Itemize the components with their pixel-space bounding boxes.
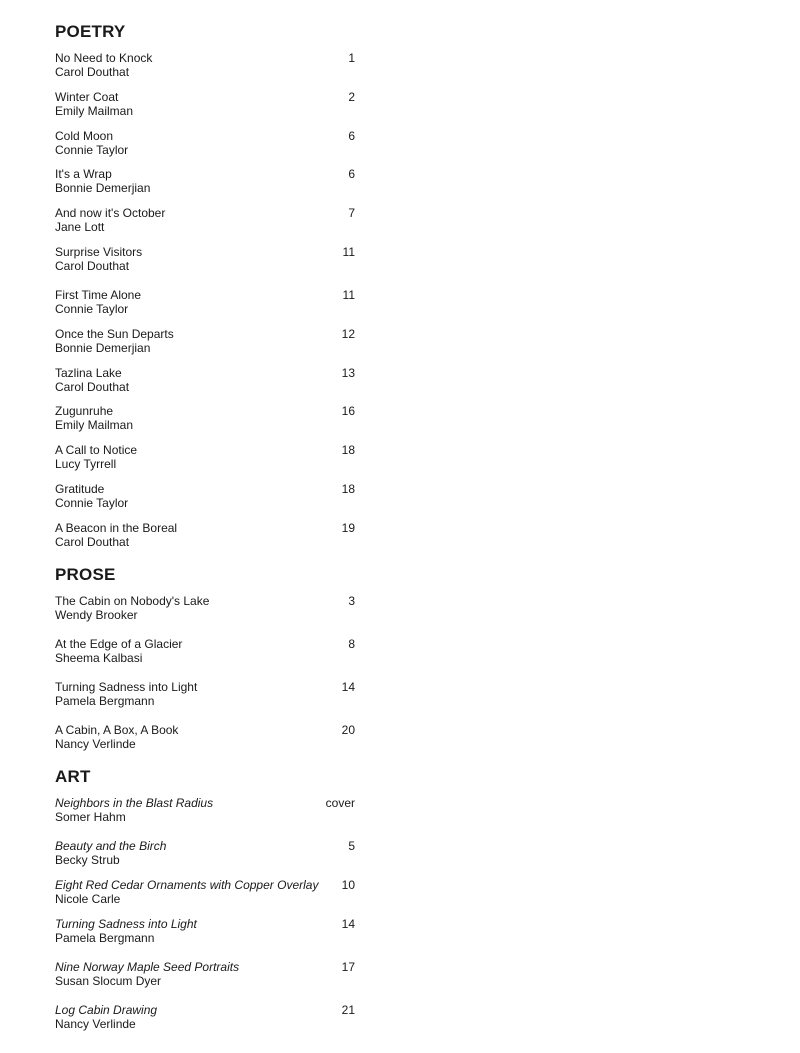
entry-page-number: 16 xyxy=(341,404,355,418)
entry-title: Tazlina Lake xyxy=(55,366,122,380)
entry-page-number: 19 xyxy=(341,521,355,535)
entry-author: Wendy Brooker xyxy=(55,608,138,622)
toc-entry xyxy=(55,90,355,122)
toc-entry xyxy=(55,723,355,755)
toc-entry xyxy=(55,680,355,712)
entry-page-number: 20 xyxy=(341,723,355,737)
entry-page-number: 18 xyxy=(341,482,355,496)
entry-title: Once the Sun Departs xyxy=(55,327,174,341)
entry-page-number: 2 xyxy=(348,90,355,104)
entry-author: Nicole Carle xyxy=(55,892,121,906)
entry-author: Nancy Verlinde xyxy=(55,1017,136,1031)
entry-title: A Beacon in the Boreal xyxy=(55,521,178,535)
entry-author: Carol Douthat xyxy=(55,380,130,394)
toc-entry xyxy=(55,878,355,910)
toc-entry xyxy=(55,917,355,949)
entry-author: Sheema Kalbasi xyxy=(55,651,143,665)
toc-entry xyxy=(55,404,355,436)
entry-title: First Time Alone xyxy=(55,288,142,302)
toc-entry xyxy=(55,245,355,277)
entry-page-number: 17 xyxy=(341,960,355,974)
entry-title: Beauty and the Birch xyxy=(55,839,167,853)
entry-page-number: 11 xyxy=(342,245,355,259)
entry-author: Carol Douthat xyxy=(55,535,130,549)
toc-entry xyxy=(55,51,355,83)
entry-page-number: 11 xyxy=(342,288,355,302)
entry-page-number: 18 xyxy=(341,443,355,457)
entry-author: Pamela Bergmann xyxy=(55,931,155,945)
entry-author: Pamela Bergmann xyxy=(55,694,155,708)
entry-author: Connie Taylor xyxy=(55,143,129,157)
entry-page-number: 10 xyxy=(341,878,355,892)
toc-entry xyxy=(55,288,355,320)
toc-entry xyxy=(55,366,355,398)
toc-entry xyxy=(55,960,355,992)
entry-author: Somer Hahm xyxy=(55,810,126,824)
entry-title: Log Cabin Drawing xyxy=(55,1003,158,1017)
toc-entry xyxy=(55,594,355,626)
toc-entry xyxy=(55,482,355,514)
toc-entry xyxy=(55,327,355,359)
toc-entry xyxy=(55,443,355,475)
entry-page-number: 21 xyxy=(341,1003,355,1017)
entry-page-number: 3 xyxy=(348,594,355,608)
toc-entry xyxy=(55,129,355,161)
toc-entry xyxy=(55,839,355,871)
entry-title: Neighbors in the Blast Radius xyxy=(55,796,214,810)
entry-title: And now it's October xyxy=(55,206,166,220)
entry-title: Turning Sadness into Light xyxy=(55,917,197,931)
entry-page-number: 7 xyxy=(348,206,355,220)
entry-title: Nine Norway Maple Seed Portraits xyxy=(55,960,240,974)
entry-page-number: 12 xyxy=(341,327,355,341)
entry-page-number: 14 xyxy=(341,680,355,694)
entry-title: The Cabin on Nobody's Lake xyxy=(55,594,210,608)
entry-author: Carol Douthat xyxy=(55,65,130,79)
entry-author: Connie Taylor xyxy=(55,496,129,510)
entry-author: Becky Strub xyxy=(55,853,120,867)
entry-title: Winter Coat xyxy=(55,90,119,104)
entry-page-number: 6 xyxy=(348,167,355,181)
toc-entry xyxy=(55,637,355,669)
entry-page-number: 13 xyxy=(341,366,355,380)
entry-author: Emily Mailman xyxy=(55,418,134,432)
entry-author: Bonnie Demerjian xyxy=(55,181,151,195)
entry-title: Zugunruhe xyxy=(55,404,114,418)
entry-title: Cold Moon xyxy=(55,129,114,143)
entry-author: Carol Douthat xyxy=(55,259,130,273)
entry-page-number: 1 xyxy=(348,51,355,65)
entry-title: Eight Red Cedar Ornaments with Copper Overlay xyxy=(55,878,319,892)
section-heading-art: ART xyxy=(55,767,91,786)
toc-entry xyxy=(55,521,355,553)
entry-author: Bonnie Demerjian xyxy=(55,341,151,355)
entry-page-number: 14 xyxy=(341,917,355,931)
entry-title: Surprise Visitors xyxy=(55,245,143,259)
entry-author: Emily Mailman xyxy=(55,104,134,118)
section-heading-prose: PROSE xyxy=(55,565,116,584)
entry-title: Turning Sadness into Light xyxy=(55,680,198,694)
entry-title: No Need to Knock xyxy=(55,51,153,65)
entry-page-number: cover xyxy=(325,796,355,810)
entry-author: Lucy Tyrrell xyxy=(55,457,117,471)
entry-title: It's a Wrap xyxy=(55,167,112,181)
entry-title: A Call to Notice xyxy=(55,443,138,457)
entry-page-number: 5 xyxy=(348,839,355,853)
entry-page-number: 6 xyxy=(348,129,355,143)
entry-author: Connie Taylor xyxy=(55,302,129,316)
entry-page-number: 8 xyxy=(348,637,355,651)
entry-title: Gratitude xyxy=(55,482,105,496)
toc-entry xyxy=(55,1003,355,1035)
entry-author: Susan Slocum Dyer xyxy=(55,974,162,988)
section-heading-poetry: POETRY xyxy=(55,22,126,41)
entry-author: Nancy Verlinde xyxy=(55,737,136,751)
toc-entry xyxy=(55,167,355,199)
toc-entry xyxy=(55,796,355,828)
toc-entry xyxy=(55,206,355,238)
entry-title: A Cabin, A Box, A Book xyxy=(55,723,179,737)
entry-author: Jane Lott xyxy=(55,220,105,234)
entry-title: At the Edge of a Glacier xyxy=(55,637,183,651)
